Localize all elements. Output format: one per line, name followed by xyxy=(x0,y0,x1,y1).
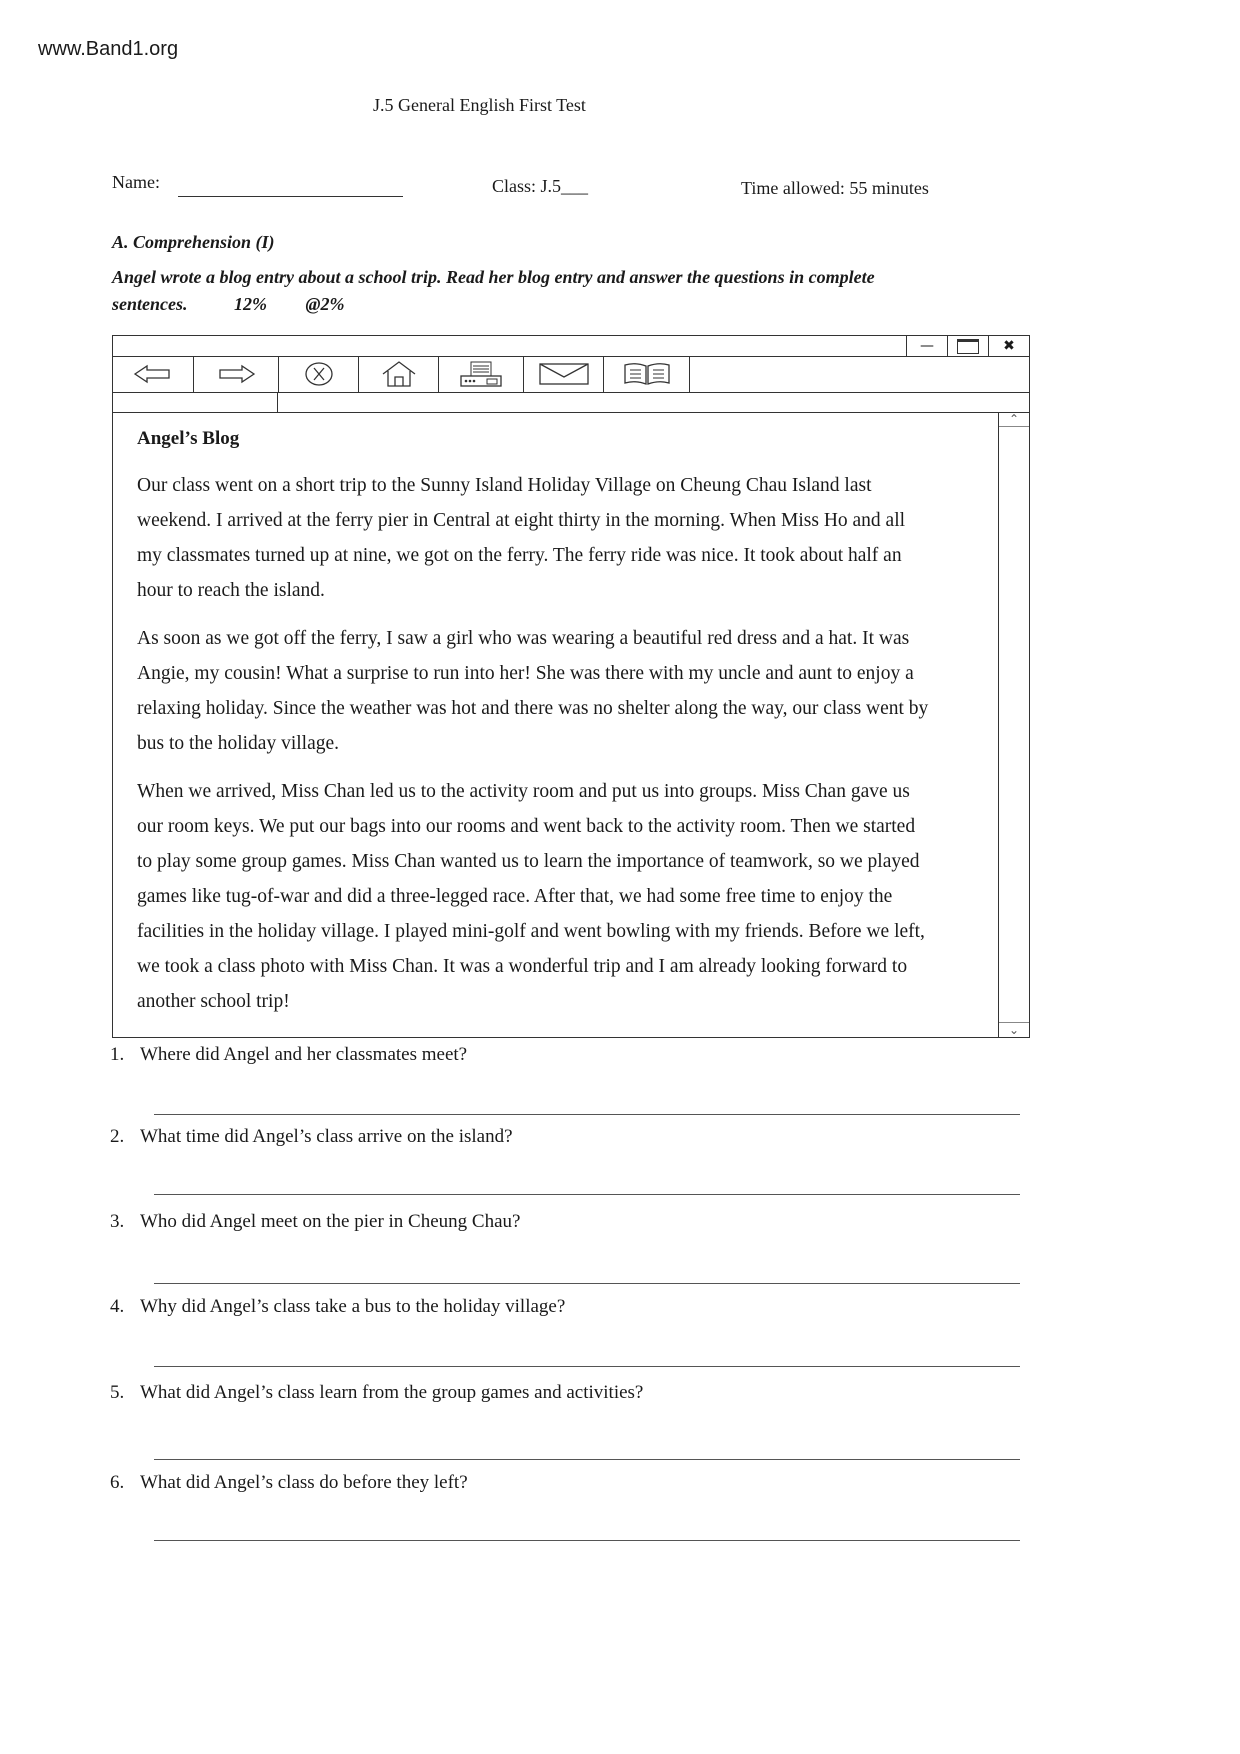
question-number: 2. xyxy=(110,1126,125,1147)
home-button[interactable] xyxy=(359,356,439,392)
browser-window xyxy=(112,335,1030,1038)
answer-line[interactable] xyxy=(154,1459,1020,1460)
close-button[interactable] xyxy=(988,336,1029,356)
blog-paragraph xyxy=(137,774,928,1019)
scroll-up-icon[interactable]: ⌃ xyxy=(999,412,1029,427)
question-number: 5. xyxy=(110,1382,125,1403)
time-allowed: Time allowed: 55 minutes xyxy=(741,178,929,198)
home-icon xyxy=(381,360,417,388)
print-icon xyxy=(459,360,503,388)
question-number: 6. xyxy=(110,1472,125,1493)
paragraph-line: bus to the holiday village. xyxy=(137,733,340,754)
question-text: Where did Angel and her classmates meet? xyxy=(140,1044,468,1065)
book-button[interactable] xyxy=(604,356,690,392)
maximize-button[interactable] xyxy=(947,336,988,356)
minimize-button[interactable] xyxy=(906,336,947,356)
stop-button[interactable] xyxy=(279,356,359,392)
question-text: What did Angel’s class do before they left? xyxy=(140,1472,468,1493)
title-bar xyxy=(113,336,1029,357)
maximize-icon xyxy=(957,339,979,354)
paragraph-line: my classmates turned up at nine, we got on the ferry. The ferry ride was nice. It took about half an xyxy=(137,545,902,566)
paragraph-line: Our class went on a short trip to the Sunny Island Holiday Village on Cheung Chau Island last xyxy=(137,475,872,496)
address-bar[interactable] xyxy=(113,392,1029,413)
paragraph-line: our room keys. We put our bags into our rooms and went back to the activity room. Then we started xyxy=(137,816,916,837)
blog-content xyxy=(137,428,928,1032)
name-field[interactable] xyxy=(178,196,403,197)
minimize-icon: — xyxy=(920,338,934,354)
paragraph-line: weekend. I arrived at the ferry pier in Central at eight thirty in the morning. When Miss Ho and all xyxy=(137,510,906,531)
paragraph-line: facilities in the holiday village. I played mini-golf and went bowling with my friends. Before we left, xyxy=(137,921,925,942)
question-number: 3. xyxy=(110,1211,125,1232)
question-text: What time did Angel’s class arrive on the island? xyxy=(140,1126,513,1147)
instruction: Angel wrote a blog entry about a school trip. Read her blog entry and answer the questions in complete xyxy=(112,267,875,287)
paragraph-line: Angie, my cousin! What a surprise to run into her! She was there with my uncle and aunt to enjoy a xyxy=(137,663,914,684)
stop-icon xyxy=(304,361,334,387)
paragraph-line: hour to reach the island. xyxy=(137,580,325,601)
close-icon: ✖ xyxy=(1003,338,1015,354)
blog-paragraph xyxy=(137,468,928,608)
question-number: 1. xyxy=(110,1044,125,1065)
class-label: Class: J.5___ xyxy=(492,176,589,196)
paragraph-line: relaxing holiday. Since the weather was hot and there was no shelter along the way, our class went by xyxy=(137,698,929,719)
back-arrow-icon xyxy=(133,364,173,384)
paragraph-line: to play some group games. Miss Chan wanted us to learn the importance of teamwork, so we played xyxy=(137,851,920,872)
answer-line[interactable] xyxy=(154,1366,1020,1367)
forward-arrow-icon xyxy=(216,364,256,384)
mail-button[interactable] xyxy=(524,356,604,392)
question-text: What did Angel’s class learn from the group games and activities? xyxy=(140,1382,644,1403)
blog-title: Angel’s Blog xyxy=(137,428,240,449)
marks: 12% xyxy=(234,294,267,314)
name-label: Name: xyxy=(112,172,160,192)
marks-each: @2% xyxy=(305,294,345,314)
answer-line[interactable] xyxy=(154,1114,1020,1115)
mail-icon xyxy=(539,363,589,385)
print-button[interactable] xyxy=(439,356,524,392)
instruction-end: sentences. xyxy=(112,294,188,314)
paragraph-line: As soon as we got off the ferry, I saw a girl who was wearing a beautiful red dress and a hat. It was xyxy=(137,628,910,649)
answer-line[interactable] xyxy=(154,1283,1020,1284)
paragraph-line: games like tug-of-war and did a three-legged race. After that, we had some free time to enjoy the xyxy=(137,886,893,907)
paragraph-line: another school trip! xyxy=(137,991,290,1012)
paragraph-line: When we arrived, Miss Chan led us to the activity room and put us into groups. Miss Chan gave us xyxy=(137,781,910,802)
question-text: Why did Angel’s class take a bus to the holiday village? xyxy=(140,1296,566,1317)
forward-button[interactable] xyxy=(194,356,279,392)
scrollbar[interactable] xyxy=(998,412,1029,1037)
back-button[interactable] xyxy=(113,356,194,392)
question-number: 4. xyxy=(110,1296,125,1317)
instruction-line2 xyxy=(112,294,344,315)
book-icon xyxy=(623,362,671,386)
watermark: www.Band1.org xyxy=(38,38,179,60)
page-title: J.5 General English First Test xyxy=(373,95,586,115)
question-text: Who did Angel meet on the pier in Cheung Chau? xyxy=(140,1211,521,1232)
answer-line[interactable] xyxy=(154,1194,1020,1195)
paragraph-line: we took a class photo with Miss Chan. It was a wonderful trip and I am already looking forward to xyxy=(137,956,908,977)
toolbar xyxy=(113,356,1029,393)
blog-paragraph xyxy=(137,621,928,761)
section-heading: A. Comprehension (I) xyxy=(112,232,275,252)
scroll-down-icon[interactable]: ⌄ xyxy=(999,1022,1029,1037)
answer-line[interactable] xyxy=(154,1540,1020,1541)
